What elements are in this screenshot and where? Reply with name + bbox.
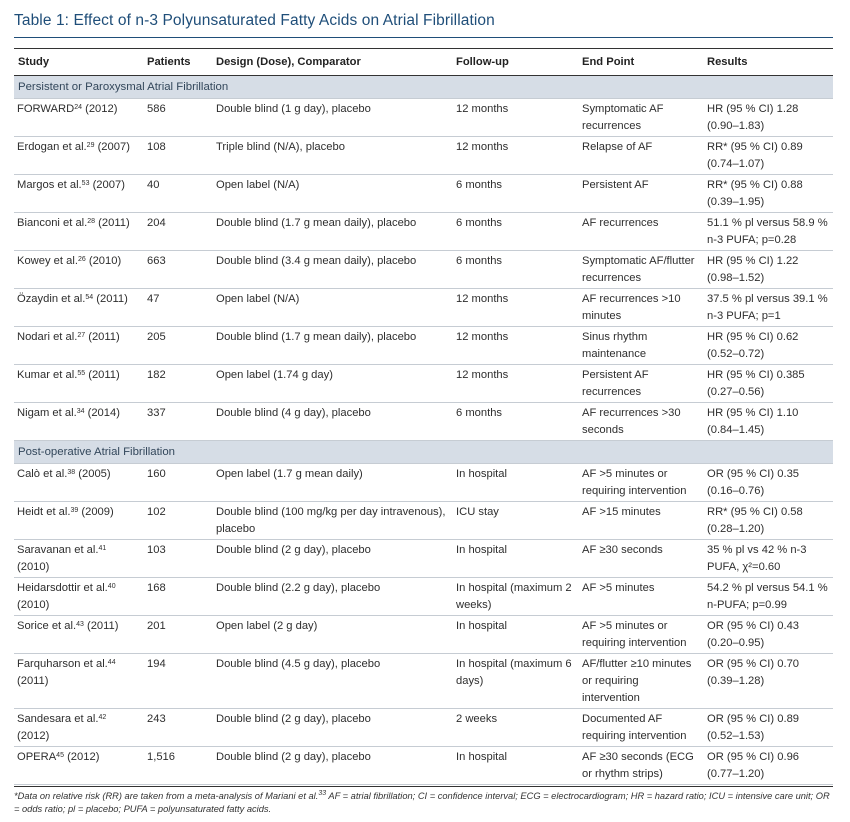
study-year: (2005)	[75, 468, 111, 480]
results-cell: OR (95 % CI) 0.96 (0.77–1.20)	[703, 747, 833, 785]
patients-cell: 194	[143, 654, 212, 709]
title-divider	[14, 37, 833, 38]
design-cell: Open label (1.74 g day)	[212, 365, 452, 403]
study-year: (2010)	[17, 561, 50, 573]
patients-cell: 103	[143, 540, 212, 578]
results-cell: RR* (95 % CI) 0.58 (0.28–1.20)	[703, 502, 833, 540]
table-title: Table 1: Effect of n-3 Polyunsaturated Fatty Acids on Atrial Fibrillation	[14, 12, 495, 29]
follow-up-cell: In hospital (maximum 6 days)	[452, 654, 578, 709]
follow-up-cell: 12 months	[452, 289, 578, 327]
design-cell: Open label (N/A)	[212, 175, 452, 213]
follow-up-cell: 12 months	[452, 99, 578, 137]
study-year: (2012)	[81, 103, 118, 115]
footnote-text-end: AF = atrial fibrillation; CI = confidence interval; ECG = electrocardiogram; HR = hazard ratio; ICU = intensive care unit; OR = odds ratio; pl = placebo; PUFA = polyunsaturated fatty acids.	[14, 791, 830, 814]
reference-number: 54	[85, 294, 94, 301]
design-cell: Double blind (4 g day), placebo	[212, 403, 452, 441]
follow-up-cell: 2 weeks	[452, 709, 578, 747]
results-cell: 51.1 % pl versus 58.9 % n-3 PUFA; p=0.28	[703, 213, 833, 251]
results-cell: RR* (95 % CI) 0.88 (0.39–1.95)	[703, 175, 833, 213]
follow-up-cell: In hospital	[452, 616, 578, 654]
design-cell: Triple blind (N/A), placebo	[212, 137, 452, 175]
table-row	[14, 709, 833, 747]
design-cell: Double blind (2 g day), placebo	[212, 709, 452, 747]
patients-cell: 40	[143, 175, 212, 213]
study-year: (2012)	[63, 751, 100, 763]
results-cell: HR (95 % CI) 0.62 (0.52–0.72)	[703, 327, 833, 365]
reference-number: 34	[76, 408, 85, 415]
study-cell	[14, 99, 143, 137]
follow-up-cell: ICU stay	[452, 502, 578, 540]
study-year: (2012)	[17, 730, 50, 742]
header-follow-up: Follow-up	[452, 49, 578, 76]
study-name: Özaydin et al.	[17, 293, 86, 305]
study-name: Erdogan et al.	[17, 141, 87, 153]
footnote-text-start: *Data on relative risk (RR) are taken from a meta-analysis of Mariani et al.	[14, 791, 319, 801]
header-end-point: End Point	[578, 49, 703, 76]
study-cell	[14, 251, 143, 289]
study-year: (2007)	[89, 179, 125, 191]
patients-cell: 168	[143, 578, 212, 616]
design-cell: Double blind (2 g day), placebo	[212, 747, 452, 785]
results-table	[14, 48, 833, 785]
end-point-cell: AF >5 minutes or requiring intervention	[578, 464, 703, 502]
reference-number: 42	[98, 714, 107, 721]
end-point-cell: Relapse of AF	[578, 137, 703, 175]
study-cell	[14, 540, 143, 578]
patients-cell: 108	[143, 137, 212, 175]
reference-number: 28	[87, 218, 96, 225]
end-point-cell: AF >15 minutes	[578, 502, 703, 540]
end-point-cell: AF recurrences	[578, 213, 703, 251]
table-row	[14, 137, 833, 175]
design-cell: Open label (1.7 g mean daily)	[212, 464, 452, 502]
reference-number: 29	[86, 142, 95, 149]
study-name: Nodari et al.	[17, 331, 78, 343]
study-cell	[14, 616, 143, 654]
header-results: Results	[703, 49, 833, 76]
results-cell: OR (95 % CI) 0.35 (0.16–0.76)	[703, 464, 833, 502]
table-row	[14, 327, 833, 365]
patients-cell: 204	[143, 213, 212, 251]
study-name: Bianconi et al.	[17, 217, 88, 229]
study-name: Kumar et al.	[17, 369, 78, 381]
design-cell: Double blind (4.5 g day), placebo	[212, 654, 452, 709]
end-point-cell: Symptomatic AF recurrences	[578, 99, 703, 137]
results-cell: HR (95 % CI) 1.28 (0.90–1.83)	[703, 99, 833, 137]
follow-up-cell: In hospital	[452, 747, 578, 785]
reference-number: 40	[107, 583, 116, 590]
reference-number: 41	[98, 545, 107, 552]
follow-up-cell: In hospital	[452, 464, 578, 502]
study-cell	[14, 327, 143, 365]
end-point-cell: Sinus rhythm maintenance	[578, 327, 703, 365]
results-cell: 35 % pl vs 42 % n-3 PUFA, χ²=0.60	[703, 540, 833, 578]
end-point-cell: AF ≥30 seconds (ECG or rhythm strips)	[578, 747, 703, 785]
reference-number: 24	[74, 104, 82, 111]
reference-number: 26	[77, 256, 86, 263]
follow-up-cell: In hospital	[452, 540, 578, 578]
patients-cell: 47	[143, 289, 212, 327]
design-cell: Double blind (1 g day), placebo	[212, 99, 452, 137]
end-point-cell: Symptomatic AF/flutter recurrences	[578, 251, 703, 289]
reference-number: 43	[76, 621, 84, 628]
study-year: (2011)	[17, 675, 49, 687]
footnote-reference: 33	[318, 790, 327, 797]
study-cell	[14, 502, 143, 540]
patients-cell: 663	[143, 251, 212, 289]
section-label: Post-operative Atrial Fibrillation	[14, 441, 833, 464]
table-row	[14, 213, 833, 251]
results-cell: OR (95 % CI) 0.70 (0.39–1.28)	[703, 654, 833, 709]
table-row	[14, 616, 833, 654]
table-row	[14, 654, 833, 709]
follow-up-cell: In hospital (maximum 2 weeks)	[452, 578, 578, 616]
study-name: FORWARD	[17, 103, 75, 115]
reference-number: 27	[77, 332, 86, 339]
design-cell: Double blind (2 g day), placebo	[212, 540, 452, 578]
design-cell: Double blind (1.7 g mean daily), placebo	[212, 327, 452, 365]
study-year: (2010)	[17, 599, 50, 611]
results-cell: 37.5 % pl versus 39.1 % n-3 PUFA; p=1	[703, 289, 833, 327]
table-row	[14, 403, 833, 441]
study-year: (2010)	[85, 255, 122, 267]
study-cell	[14, 137, 143, 175]
reference-number: 44	[107, 659, 116, 666]
follow-up-cell: 6 months	[452, 175, 578, 213]
study-name: Saravanan et al.	[17, 544, 99, 556]
study-year: (2011)	[95, 217, 130, 229]
design-cell: Open label (2 g day)	[212, 616, 452, 654]
table-row	[14, 747, 833, 785]
end-point-cell: AF/flutter ≥10 minutes or requiring intervention	[578, 654, 703, 709]
study-year: (2011)	[85, 369, 120, 381]
patients-cell: 160	[143, 464, 212, 502]
header-row	[14, 49, 833, 76]
end-point-cell: Persistent AF recurrences	[578, 365, 703, 403]
table-row	[14, 502, 833, 540]
patients-cell: 337	[143, 403, 212, 441]
section-header-row	[14, 76, 833, 99]
patients-cell: 205	[143, 327, 212, 365]
end-point-cell: Persistent AF	[578, 175, 703, 213]
patients-cell: 243	[143, 709, 212, 747]
reference-number: 39	[70, 507, 79, 514]
patients-cell: 586	[143, 99, 212, 137]
reference-number: 38	[67, 469, 76, 476]
study-cell	[14, 654, 143, 709]
study-name: Sandesara et al.	[17, 713, 99, 725]
study-name: Sorice et al.	[17, 620, 77, 632]
study-cell	[14, 403, 143, 441]
table-footnote	[14, 786, 833, 815]
follow-up-cell: 12 months	[452, 365, 578, 403]
study-year: (2011)	[83, 620, 119, 632]
header-study: Study	[14, 49, 143, 76]
study-cell	[14, 175, 143, 213]
study-cell	[14, 747, 143, 785]
end-point-cell: AF ≥30 seconds	[578, 540, 703, 578]
end-point-cell: AF >5 minutes	[578, 578, 703, 616]
study-year: (2011)	[93, 293, 128, 305]
table-row	[14, 540, 833, 578]
header-design: Design (Dose), Comparator	[212, 49, 452, 76]
results-cell: HR (95 % CI) 1.22 (0.98–1.52)	[703, 251, 833, 289]
table-row	[14, 289, 833, 327]
results-cell: OR (95 % CI) 0.43 (0.20–0.95)	[703, 616, 833, 654]
study-name: Heidt et al.	[17, 506, 71, 518]
table-row	[14, 464, 833, 502]
study-cell	[14, 365, 143, 403]
study-name: Heidarsdottir et al.	[17, 582, 108, 594]
results-cell: 54.2 % pl versus 54.1 % n-PUFA; p=0.99	[703, 578, 833, 616]
patients-cell: 201	[143, 616, 212, 654]
study-year: (2011)	[85, 331, 120, 343]
study-name: Kowey et al.	[17, 255, 78, 267]
table-row	[14, 175, 833, 213]
design-cell: Open label (N/A)	[212, 289, 452, 327]
table-row	[14, 578, 833, 616]
section-label: Persistent or Paroxysmal Atrial Fibrillation	[14, 76, 833, 99]
header-patients: Patients	[143, 49, 212, 76]
follow-up-cell: 12 months	[452, 327, 578, 365]
study-cell	[14, 213, 143, 251]
results-cell: HR (95 % CI) 1.10 (0.84–1.45)	[703, 403, 833, 441]
table-row	[14, 365, 833, 403]
reference-number: 53	[81, 180, 90, 187]
study-cell	[14, 578, 143, 616]
design-cell: Double blind (1.7 g mean daily), placebo	[212, 213, 452, 251]
design-cell: Double blind (100 mg/kg per day intravenous), placebo	[212, 502, 452, 540]
end-point-cell: AF >5 minutes or requiring intervention	[578, 616, 703, 654]
study-name: Calò et al.	[17, 468, 68, 480]
table-row	[14, 99, 833, 137]
study-year: (2007)	[94, 141, 130, 153]
end-point-cell: Documented AF requiring intervention	[578, 709, 703, 747]
results-cell: HR (95 % CI) 0.385 (0.27–0.56)	[703, 365, 833, 403]
patients-cell: 1,516	[143, 747, 212, 785]
follow-up-cell: 6 months	[452, 403, 578, 441]
section-header-row	[14, 441, 833, 464]
study-name: Margos et al.	[17, 179, 82, 191]
study-name: Nigam et al.	[17, 407, 77, 419]
follow-up-cell: 12 months	[452, 137, 578, 175]
study-year: (2009)	[78, 506, 114, 518]
study-name: OPERA	[17, 751, 57, 763]
study-cell	[14, 709, 143, 747]
end-point-cell: AF recurrences >10 minutes	[578, 289, 703, 327]
study-cell	[14, 464, 143, 502]
reference-number: 55	[77, 370, 86, 377]
reference-number: 45	[56, 752, 64, 759]
study-cell	[14, 289, 143, 327]
patients-cell: 182	[143, 365, 212, 403]
table-body	[14, 76, 833, 785]
design-cell: Double blind (2.2 g day), placebo	[212, 578, 452, 616]
follow-up-cell: 6 months	[452, 251, 578, 289]
results-cell: OR (95 % CI) 0.89 (0.52–1.53)	[703, 709, 833, 747]
results-cell: RR* (95 % CI) 0.89 (0.74–1.07)	[703, 137, 833, 175]
study-name: Farquharson et al.	[17, 658, 108, 670]
design-cell: Double blind (3.4 g mean daily), placebo	[212, 251, 452, 289]
end-point-cell: AF recurrences >30 seconds	[578, 403, 703, 441]
patients-cell: 102	[143, 502, 212, 540]
study-year: (2014)	[84, 407, 120, 419]
follow-up-cell: 6 months	[452, 213, 578, 251]
table-row	[14, 251, 833, 289]
